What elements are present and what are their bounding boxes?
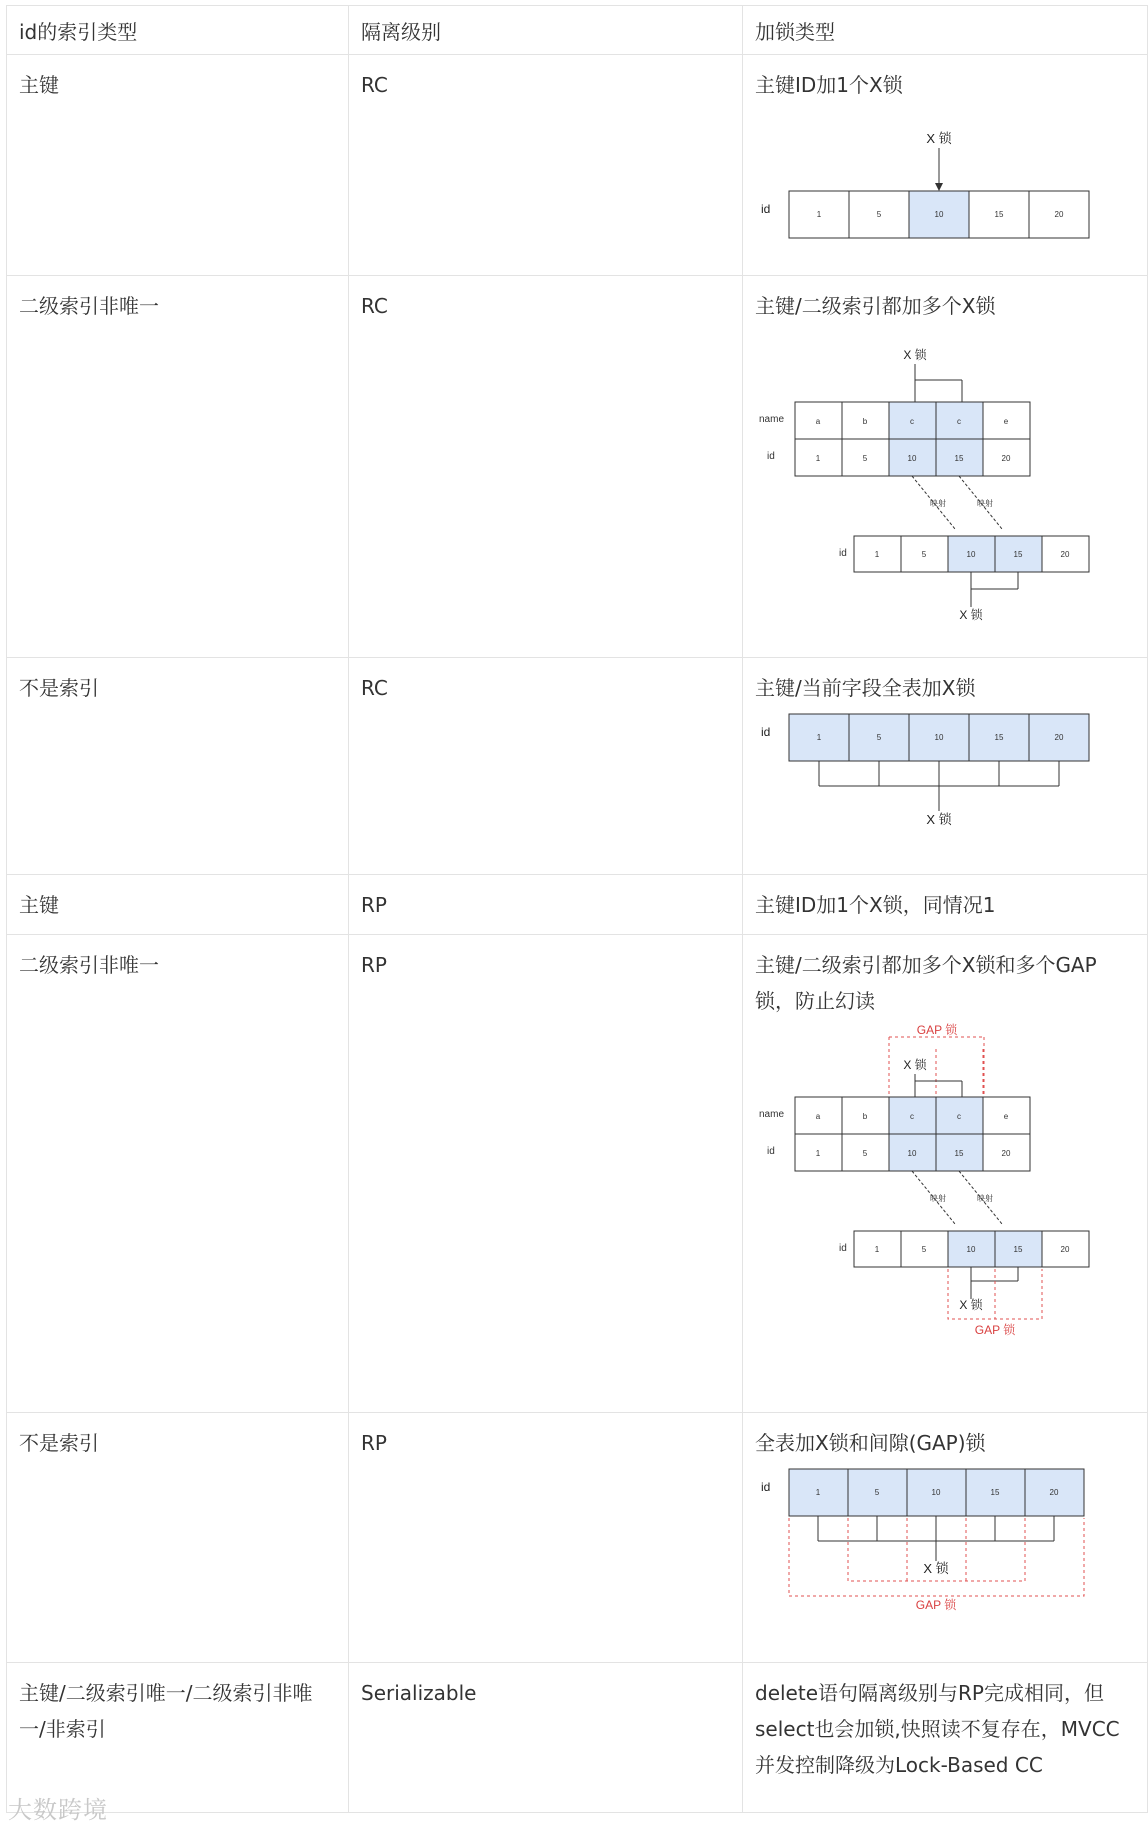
cell-index-type: 不是索引 (7, 658, 349, 875)
svg-text:20: 20 (1060, 1245, 1070, 1254)
svg-text:e: e (1003, 1112, 1009, 1121)
fulltable-xlock-diagram (755, 706, 1105, 846)
svg-text:X 锁: X 锁 (903, 348, 927, 362)
watermark: 大数跨境 (8, 1796, 108, 1824)
svg-text:10: 10 (934, 733, 944, 742)
secondary-xlock-diagram (755, 324, 1105, 624)
svg-text:20: 20 (1054, 210, 1064, 219)
svg-text:20: 20 (1054, 733, 1064, 742)
cell-isolation-level: RP (349, 1413, 743, 1663)
svg-text:X 锁: X 锁 (926, 812, 952, 827)
svg-text:X 锁: X 锁 (959, 1298, 983, 1312)
svg-text:1: 1 (816, 210, 822, 219)
svg-text:5: 5 (862, 454, 868, 463)
cell-lock-type (743, 276, 1148, 658)
svg-text:15: 15 (1013, 1245, 1023, 1254)
table-row (7, 276, 1148, 658)
svg-text:1: 1 (815, 1149, 821, 1158)
svg-text:映射: 映射 (930, 1194, 946, 1203)
cell-lock-type (743, 658, 1148, 875)
svg-text:5: 5 (874, 1488, 880, 1497)
table-row (7, 1663, 1148, 1813)
svg-text:id: id (839, 548, 847, 559)
cell-lock-type: delete语句隔离级别与RP完成相同，但select也会加锁,快照读不复存在，MVCC并发控制降级为Lock-Based CC (743, 1663, 1148, 1813)
svg-text:10: 10 (931, 1488, 941, 1497)
svg-text:5: 5 (876, 733, 882, 742)
svg-text:10: 10 (907, 1149, 917, 1158)
svg-text:映射: 映射 (977, 499, 993, 508)
svg-text:15: 15 (990, 1488, 1000, 1497)
svg-text:GAP 锁: GAP 锁 (916, 1023, 958, 1037)
svg-text:1: 1 (874, 550, 880, 559)
cell-index-type: 主键/二级索引唯一/二级索引非唯一/非索引 (7, 1663, 349, 1813)
lock-description: 主键/二级索引都加多个X锁 (755, 294, 996, 318)
table-row (7, 875, 1148, 935)
table-row (7, 1413, 1148, 1663)
svg-text:GAP 锁: GAP 锁 (915, 1598, 957, 1612)
svg-text:1: 1 (815, 454, 821, 463)
lock-description: 主键ID加1个X锁 (755, 73, 903, 97)
svg-text:10: 10 (966, 550, 976, 559)
svg-text:X 锁: X 锁 (923, 1561, 949, 1576)
cell-index-type: 不是索引 (7, 1413, 349, 1663)
svg-text:c: c (957, 417, 961, 426)
svg-text:5: 5 (876, 210, 882, 219)
cell-index-type: 二级索引非唯一 (7, 935, 349, 1413)
table-row (7, 658, 1148, 875)
lock-description: 主键/二级索引都加多个X锁和多个GAP锁，防止幻读 (755, 953, 1097, 1013)
svg-text:15: 15 (954, 454, 964, 463)
svg-text:e: e (1003, 417, 1009, 426)
table-row (7, 55, 1148, 276)
svg-text:b: b (862, 1112, 868, 1121)
svg-text:id: id (767, 451, 775, 462)
svg-text:15: 15 (954, 1149, 964, 1158)
svg-text:name: name (759, 1109, 785, 1120)
lock-table (6, 5, 1148, 1813)
svg-text:10: 10 (934, 210, 944, 219)
svg-text:10: 10 (907, 454, 917, 463)
table-header-row (7, 6, 1148, 55)
cell-lock-type: 主键ID加1个X锁，同情况1 (743, 875, 1148, 935)
cell-isolation-level: RC (349, 276, 743, 658)
secondary-gap-diagram (755, 1019, 1105, 1369)
svg-text:c: c (957, 1112, 961, 1121)
svg-text:映射: 映射 (930, 499, 946, 508)
cell-isolation-level: Serializable (349, 1663, 743, 1813)
fulltable-gap-diagram (755, 1461, 1105, 1631)
svg-text:10: 10 (966, 1245, 976, 1254)
table-row (7, 935, 1148, 1413)
svg-text:映射: 映射 (977, 1194, 993, 1203)
header-isolation-level: 隔离级别 (349, 6, 743, 55)
svg-text:c: c (910, 417, 914, 426)
svg-text:1: 1 (815, 1488, 821, 1497)
cell-lock-type (743, 1413, 1148, 1663)
svg-text:1: 1 (874, 1245, 880, 1254)
svg-text:X 锁: X 锁 (959, 608, 983, 622)
svg-text:20: 20 (1049, 1488, 1059, 1497)
cell-isolation-level: RC (349, 658, 743, 875)
svg-text:15: 15 (1013, 550, 1023, 559)
cell-index-type: 二级索引非唯一 (7, 276, 349, 658)
svg-text:20: 20 (1001, 1149, 1011, 1158)
lock-description: 主键/当前字段全表加X锁 (755, 676, 976, 700)
svg-text:X 锁: X 锁 (903, 1058, 927, 1072)
pk-xlock-diagram (755, 103, 1105, 253)
cell-index-type: 主键 (7, 55, 349, 276)
svg-text:5: 5 (921, 1245, 927, 1254)
svg-text:5: 5 (862, 1149, 868, 1158)
id-cells (789, 191, 1089, 238)
id-label: id (761, 202, 771, 216)
svg-text:5: 5 (921, 550, 927, 559)
svg-text:15: 15 (994, 210, 1004, 219)
cell-isolation-level: RC (349, 55, 743, 276)
header-lock-type: 加锁类型 (743, 6, 1148, 55)
svg-text:id: id (761, 725, 771, 739)
cell-isolation-level: RP (349, 935, 743, 1413)
svg-text:1: 1 (816, 733, 822, 742)
cell-lock-type (743, 935, 1148, 1413)
svg-text:20: 20 (1001, 454, 1011, 463)
svg-text:a: a (815, 417, 821, 426)
svg-text:id: id (761, 1480, 771, 1494)
svg-text:GAP 锁: GAP 锁 (974, 1323, 1016, 1337)
svg-text:20: 20 (1060, 550, 1070, 559)
header-index-type: id的索引类型 (7, 6, 349, 55)
x-lock-label: X 锁 (926, 131, 952, 146)
svg-text:id: id (839, 1243, 847, 1254)
cell-lock-type (743, 55, 1148, 276)
cell-index-type: 主键 (7, 875, 349, 935)
svg-text:b: b (862, 417, 868, 426)
svg-text:15: 15 (994, 733, 1004, 742)
lock-description: 全表加X锁和间隙(GAP)锁 (755, 1431, 986, 1455)
svg-text:a: a (815, 1112, 821, 1121)
svg-text:id: id (767, 1146, 775, 1157)
cell-isolation-level: RP (349, 875, 743, 935)
svg-text:name: name (759, 414, 785, 425)
svg-text:c: c (910, 1112, 914, 1121)
